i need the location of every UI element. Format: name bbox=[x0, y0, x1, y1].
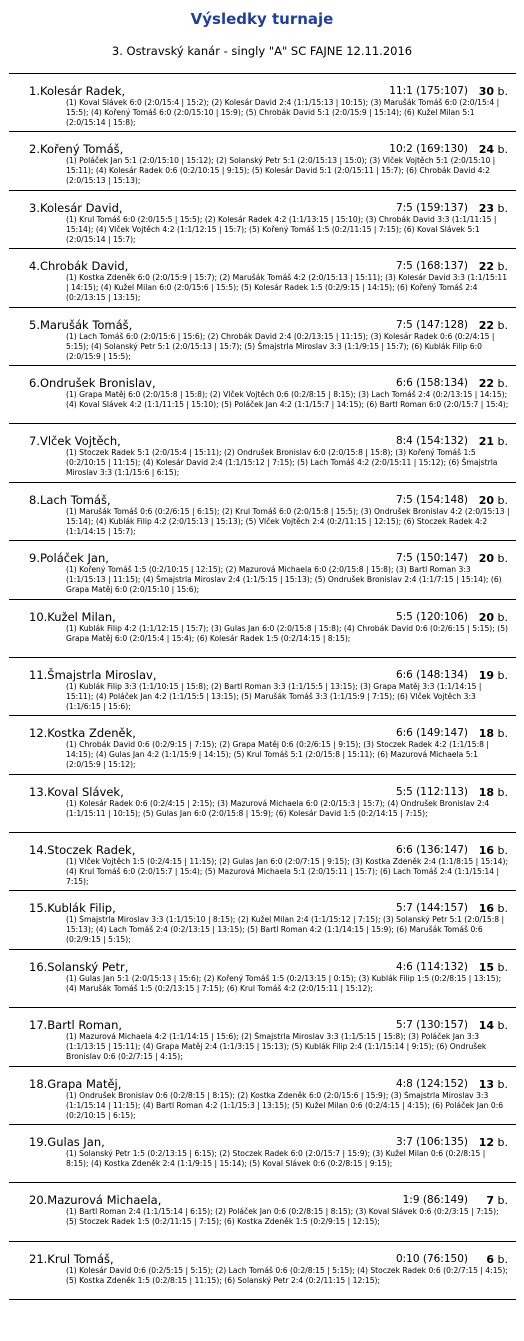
result-row bbox=[9, 191, 516, 249]
player-name: Kořený Tomáš, bbox=[39, 142, 124, 157]
points-value: 22 bbox=[478, 260, 495, 274]
player-score: 6:6 (136:147) bbox=[395, 844, 468, 857]
points-value: 20 bbox=[478, 610, 495, 624]
points-unit: b. bbox=[497, 143, 508, 157]
points-value: 14 bbox=[478, 1019, 495, 1033]
points-unit: b. bbox=[497, 493, 508, 507]
player-header bbox=[29, 785, 508, 800]
player-header bbox=[29, 901, 508, 916]
points-unit: b. bbox=[497, 376, 508, 390]
player-header bbox=[29, 434, 508, 449]
player-header bbox=[29, 610, 508, 625]
player-rank: 9. bbox=[29, 551, 40, 566]
player-header bbox=[29, 1077, 508, 1092]
points-value: 15 bbox=[478, 960, 495, 974]
player-points bbox=[479, 318, 508, 333]
player-name: Stoczek Radek, bbox=[47, 843, 136, 858]
player-name: Lach Tomáš, bbox=[39, 492, 111, 507]
player-rank: 1. bbox=[29, 84, 40, 98]
match-details: (1) Kublák Filip 3:3 (1:1/10:15 | 15:8); (2) Bartl Roman 3:3 (1:1/15:5 | 13:15); (3) Grapa Matěj 3:3 (1:1/14:15 | 15:11); (4) Poláček Jan 4:2 (1:1/15:5 | 13:15); (5) Marušák Tomáš 3:3 (1:1/15:9 | 7:15); (6) Vlček Vojtěch 3:3 (1:1/6:15 | 15:6); bbox=[66, 681, 482, 711]
player-score: 6:6 (148:134) bbox=[395, 668, 468, 681]
player-name: Kolesár Radek, bbox=[39, 84, 126, 98]
player-points bbox=[486, 1252, 508, 1267]
page-title: Výsledky turnaje bbox=[190, 10, 334, 28]
player-points bbox=[479, 726, 508, 741]
points-unit: b. bbox=[497, 960, 508, 974]
match-details: (1) Krul Tomáš 6:0 (2:0/15:5 | 15:5); (2) Kolesár Radek 4:2 (1:1/13:15 | 15:10); (3) Chrobák David 3:3 (1:1/11:15 | 15:14); (4) Vlček Vojtěch 4:2 (1:1/12:15 | 15:7); (5) Kořený Tomáš 1:5 (0:2/11:15 | 7:15); (6) Koval Slávek 5:1 (2:0/15:14 | 15:7); bbox=[66, 214, 497, 244]
player-name: Kostka Zdeněk, bbox=[47, 726, 136, 741]
result-row bbox=[9, 716, 516, 774]
result-row bbox=[9, 600, 516, 658]
player-score: 7:5 (150:147) bbox=[395, 552, 468, 565]
result-row bbox=[9, 74, 516, 132]
player-header bbox=[29, 142, 508, 157]
points-value: 20 bbox=[478, 493, 495, 507]
player-points bbox=[479, 960, 508, 975]
player-points bbox=[479, 1077, 508, 1092]
player-name: Solanský Petr, bbox=[47, 959, 129, 974]
result-row bbox=[9, 132, 516, 190]
match-details: (1) Poláček Jan 5:1 (2:0/15:10 | 15:12); (2) Solanský Petr 5:1 (2:0/15:13 | 15:0); (3) Vlček Vojtěch 5:1 (2:0/15:10 | 15:11); (4) Kolesár Radek 0:6 (0:2/10:15 | 9:15); (5) Kolesár David 5:1 (2:0/15:11 | 15:7); (6) Chrobák David 4:2 (2:0/15:13 | 15:13); bbox=[66, 156, 496, 186]
points-value: 16 bbox=[478, 844, 495, 858]
points-value: 20 bbox=[478, 552, 495, 566]
points-unit: b. bbox=[497, 260, 508, 274]
match-details: (1) Šmajstrla Miroslav 3:3 (1:1/15:10 | 8:15); (2) Kužel Milan 2:4 (1:1/15:12 | 7:15); (3) Solanský Petr 5:1 (2:0/15:8 | 15:13); (4) Lach Tomáš 2:4 (0:2/13:15 | 13:15); (5) Bartl Roman 4:2 (1:1/14:15 | 15:9); (6) Marušák Tomáš 0:6 (0:2/9:15 | 5:15); bbox=[66, 915, 505, 945]
player-score: 5:5 (112:113) bbox=[395, 785, 468, 798]
match-details: (1) Kolesár David 0:6 (0:2/5:15 | 5:15); (2) Lach Tomáš 0:6 (0:2/8:15 | 5:15); (4) Stoczek Radek 0:6 (0:2/7:15 | 4:15); (5) Kostka Zdeněk 1:5 (0:2/8:15 | 11:15); (6) Solanský Petr 2:4 (0:2/11:15 | 12:15); bbox=[66, 1265, 508, 1285]
points-unit: b. bbox=[497, 1019, 508, 1033]
tournament-subtitle: 3. Ostravský kanár - singly "A" SC FAJNE 12.11.2016 bbox=[111, 44, 413, 58]
points-unit: b. bbox=[497, 318, 508, 332]
player-name: Šmajstrla Miroslav, bbox=[47, 667, 157, 682]
player-name: Bartl Roman, bbox=[47, 1018, 123, 1033]
player-rank: 14. bbox=[29, 843, 48, 858]
player-name: Grapa Matěj, bbox=[47, 1076, 122, 1091]
points-value: 6 bbox=[486, 1252, 495, 1266]
player-score: 3:7 (106:135) bbox=[395, 1136, 468, 1149]
player-points bbox=[479, 610, 508, 625]
results-table bbox=[9, 73, 516, 1300]
match-details: (1) Lach Tomáš 6:0 (2:0/15:6 | 15:6); (2) Chrobák David 2:4 (0:2/13:15 | 11:15); (3) Kolesár Radek 0:6 (0:2/4:15 | 5:15); (4) Solanský Petr 5:1 (2:0/15:13 | 15:7); (5) Šmajstrla Miroslav 3:3 (1:1/9:15 | 15:7); (6) Kublák Filip 6:0 (2:0/15:9 | 15:5); bbox=[66, 331, 495, 361]
points-value: 23 bbox=[478, 201, 495, 215]
match-details: (1) Kostka Zdeněk 6:0 (2:0/15:9 | 15:7); (2) Marušák Tomáš 4:2 (2:0/15:13 | 15:11); (3) Kolesár David 3:3 (1:1/15:11 | 14:15); (4) Kužel Milan 6:0 (2:0/15:6 | 15:5); (5) Kolesár Radek 1:5 (0:2/9:15 | 14:15); (6) Kořený Tomáš 2:4 (0:2/13:15 | 13:15); bbox=[66, 273, 508, 303]
player-score: 11:1 (175:107) bbox=[389, 85, 468, 97]
player-name: Kolesár David, bbox=[39, 200, 123, 215]
player-name: Marušák Tomáš, bbox=[39, 317, 133, 332]
points-unit: b. bbox=[497, 1194, 508, 1208]
match-details: (1) Kublák Filip 4:2 (1:1/12:15 | 15:7); (3) Gulas Jan 6:0 (2:0/15:8 | 15:8); (4) Chrobák David 0:6 (0:2/6:15 | 5:15); (5) Grapa Matěj 6:0 (2:0/15:4 | 15:4); (6) Kolesár Radek 1:5 (0:2/14:15 | 8:15); bbox=[66, 623, 508, 643]
player-points bbox=[479, 259, 508, 274]
points-unit: b. bbox=[497, 1077, 508, 1091]
player-rank: 5. bbox=[29, 317, 40, 332]
player-score: 0:10 (76:150) bbox=[395, 1252, 468, 1265]
player-rank: 3. bbox=[29, 200, 40, 215]
player-name: Kublák Filip, bbox=[47, 901, 116, 916]
player-score: 7:5 (168:137) bbox=[395, 260, 468, 273]
result-row bbox=[9, 658, 516, 716]
result-row bbox=[9, 775, 516, 833]
player-header bbox=[29, 259, 508, 274]
points-unit: b. bbox=[497, 552, 508, 566]
match-details: (1) Koval Slávek 6:0 (2:0/15:4 | 15:2); (2) Kolesár David 2:4 (1:1/15:13 | 10:15); (3) Marušák Tomáš 6:0 (2:0/15:4 | 15:5); (4) Kořený Tomáš 6:0 (2:0/15:10 | 15:9); (5) Chrobák David 5:1 (2:0/15:9 | 15:14); (6) Kužel Milan 5:1 (2:0/15:14 | 15:8); bbox=[66, 98, 500, 127]
result-row bbox=[9, 308, 516, 366]
player-score: 5:7 (130:157) bbox=[395, 1019, 468, 1032]
player-rank: 20. bbox=[29, 1193, 48, 1208]
points-value: 19 bbox=[478, 668, 495, 682]
player-header bbox=[29, 1135, 508, 1150]
player-header bbox=[29, 1252, 508, 1267]
points-unit: b. bbox=[497, 844, 508, 858]
match-details: (1) Kořený Tomáš 1:5 (0:2/10:15 | 12:15); (2) Mazurová Michaela 6:0 (2:0/15:8 | 15:8); (3) Bartl Roman 3:3 (1:1/15:13 | 11:15); (4) Šmajstrla Miroslav 2:4 (1:1/5:15 | 15:13); (5) Ondrušek Bronislav 2:4 (1:1/7:15 | 15:14); (6) Grapa Matěj 6:0 (2:0/15:10 | 15:6); bbox=[66, 565, 502, 595]
player-score: 4:6 (114:132) bbox=[395, 960, 468, 973]
player-header bbox=[29, 84, 508, 99]
points-value: 18 bbox=[478, 727, 495, 741]
player-rank: 17. bbox=[29, 1018, 48, 1033]
player-score: 8:4 (154:132) bbox=[395, 435, 468, 448]
points-unit: b. bbox=[497, 85, 508, 98]
match-details: (1) Mazurová Michaela 4:2 (1:1/14:15 | 15:6); (2) Šmajstrla Miroslav 3:3 (1:1/5:15 | 15:8); (3) Poláček Jan 3:3 (1:1/13:15 | 15:11); (4) Grapa Matěj 2:4 (1:1/3:15 | 15:13); (5) Kublák Filip 2:4 (1:1/15:14 | 9:15); (6) Ondrušek Bronislav 0:6 (0:2/7:15 | 4:15); bbox=[66, 1032, 487, 1062]
player-points bbox=[479, 201, 508, 216]
player-header bbox=[29, 201, 508, 216]
match-details: (1) Kolesár Radek 0:6 (0:2/4:15 | 2:15); (3) Mazurová Michaela 6:0 (2:0/15:3 | 15:7); (4) Ondrušek Bronislav 2:4 (1:1/15:11 | 10:15); (5) Gulas Jan 6:0 (2:0/15:8 | 15:9); (6) Kolesár David 1:5 (0:2/14:15 | 7:15); bbox=[66, 798, 490, 818]
player-rank: 13. bbox=[29, 784, 48, 799]
player-points bbox=[479, 1135, 508, 1150]
player-rank: 8. bbox=[29, 492, 40, 507]
player-header bbox=[29, 551, 508, 566]
player-points bbox=[479, 434, 508, 449]
points-value: 16 bbox=[478, 902, 495, 916]
player-name: Poláček Jan, bbox=[39, 551, 109, 566]
match-details: (1) Grapa Matěj 6:0 (2:0/15:8 | 15:8); (2) Vlček Vojtěch 0:6 (0:2/8:15 | 8:15); (3) Lach Tomáš 2:4 (0:2/13:15 | 14:15); (4) Koval Slávek 4:2 (1:1/11:15 | 15:10); (5) Poláček Jan 4:2 (1:1/15:7 | 14:15); (6) Bartl Roman 6:0 (2:0/15:7 | 15:4); bbox=[66, 389, 509, 409]
player-points bbox=[479, 785, 508, 800]
points-unit: b. bbox=[497, 902, 508, 916]
points-unit: b. bbox=[497, 668, 508, 682]
match-details: (1) Gulas Jan 5:1 (2:0/15:13 | 15:6); (2) Kořený Tomáš 1:5 (0:2/13:15 | 0:15); (3) Kublák Filip 1:5 (0:2/8:15 | 13:15); (4) Marušák Tomáš 1:5 (0:2/13:15 | 7:15); (6) Krul Tomáš 4:2 (2:0/15:11 | 15:12); bbox=[66, 973, 502, 993]
points-unit: b. bbox=[497, 201, 508, 215]
player-points bbox=[479, 843, 508, 858]
points-unit: b. bbox=[497, 727, 508, 741]
player-rank: 15. bbox=[29, 901, 48, 916]
result-row bbox=[9, 424, 516, 482]
player-header bbox=[29, 960, 508, 975]
player-header bbox=[29, 1018, 508, 1033]
player-name: Vlček Vojtěch, bbox=[39, 434, 121, 449]
result-row bbox=[9, 1008, 516, 1066]
player-rank: 16. bbox=[29, 959, 48, 974]
player-name: Ondrušek Bronislav, bbox=[39, 375, 156, 390]
points-value: 13 bbox=[478, 1077, 495, 1091]
player-rank: 4. bbox=[29, 259, 40, 274]
result-row bbox=[9, 366, 516, 424]
player-score: 7:5 (159:137) bbox=[395, 201, 468, 214]
player-points bbox=[479, 142, 508, 157]
match-details: (1) Stoczek Radek 5:1 (2:0/15:4 | 15:11); (2) Ondrušek Bronislav 6:0 (2:0/15:8 | 15:8); (3) Kořený Tomáš 1:5 (0:2/10:15 | 11:15); (4) Kolesár David 2:4 (1:1/15:12 | 7:15); (5) Lach Tomáš 4:2 (2:0/15:11 | 15:12); (6) Šmajstrla Miroslav 3:3 (1:1/15:6 | 6:15); bbox=[66, 448, 498, 478]
player-name: Mazurová Michaela, bbox=[47, 1193, 162, 1208]
result-row bbox=[9, 1242, 516, 1300]
player-score: 6:6 (158:134) bbox=[395, 376, 468, 389]
result-row bbox=[9, 833, 516, 891]
points-value: 18 bbox=[478, 785, 495, 799]
player-points bbox=[479, 668, 508, 683]
points-value: 24 bbox=[478, 143, 495, 157]
player-rank: 19. bbox=[29, 1135, 48, 1150]
player-rank: 10. bbox=[29, 609, 48, 624]
match-details: (1) Bartl Roman 2:4 (1:1/15:14 | 6:15); (2) Poláček Jan 0:6 (0:2/8:15 | 8:15); (3) Koval Slávek 0:6 (0:2/3:15 | 7:15); (5) Stoczek Radek 1:5 (0:2/11:15 | 7:15); (6) Kostka Zdeněk 1:5 (0:2/9:15 | 12:15); bbox=[66, 1207, 499, 1227]
player-name: Chrobák David, bbox=[39, 259, 129, 274]
player-header bbox=[29, 318, 508, 333]
result-row bbox=[9, 891, 516, 949]
player-points bbox=[486, 1193, 508, 1208]
player-points bbox=[479, 376, 508, 391]
player-score: 7:5 (154:148) bbox=[395, 493, 468, 506]
player-score: 5:7 (144:157) bbox=[395, 902, 468, 915]
points-unit: b. bbox=[497, 435, 508, 449]
player-name: Krul Tomáš, bbox=[47, 1251, 114, 1266]
result-row bbox=[9, 1125, 516, 1183]
player-rank: 21. bbox=[29, 1251, 48, 1266]
result-row bbox=[9, 249, 516, 307]
player-rank: 7. bbox=[29, 434, 40, 449]
player-name: Gulas Jan, bbox=[47, 1135, 105, 1150]
player-rank: 6. bbox=[29, 375, 40, 390]
player-points bbox=[479, 901, 508, 916]
result-row bbox=[9, 541, 516, 599]
match-details: (1) Solanský Petr 1:5 (0:2/13:15 | 6:15); (2) Stoczek Radek 6:0 (2:0/15:7 | 15:9); (3) Kužel Milan 0:6 (0:2/8:15 | 8:15); (4) Kostka Zdeněk 2:4 (1:1/9:15 | 15:14); (5) Koval Slávek 0:6 (0:2/8:15 | 9:15); bbox=[66, 1149, 486, 1169]
player-rank: 12. bbox=[29, 726, 48, 741]
player-points bbox=[479, 1018, 508, 1033]
player-header bbox=[29, 376, 508, 391]
player-score: 1:9 (86:149) bbox=[402, 1194, 468, 1207]
result-row bbox=[9, 950, 516, 1008]
player-score: 5:5 (120:106) bbox=[395, 610, 468, 623]
result-row bbox=[9, 483, 516, 541]
points-unit: b. bbox=[497, 610, 508, 624]
points-value: 22 bbox=[478, 376, 495, 390]
player-points bbox=[479, 493, 508, 508]
player-header bbox=[29, 726, 508, 741]
player-points bbox=[479, 84, 508, 99]
player-points bbox=[479, 551, 508, 566]
player-header bbox=[29, 1193, 508, 1208]
match-details: (1) Chrobák David 0:6 (0:2/9:15 | 7:15); (2) Grapa Matěj 0:6 (0:2/6:15 | 9:15); (3) Stoczek Radek 4:2 (1:1/15:8 | 14:15); (4) Gulas Jan 4:2 (1:1/15:9 | 14:15); (5) Krul Tomáš 5:1 (2:0/15:8 | 15:11); (6) Mazurová Michaela 5:1 (2:0/15:9 | 15:12); bbox=[66, 740, 489, 770]
player-name: Kužel Milan, bbox=[47, 609, 116, 624]
player-header bbox=[29, 843, 508, 858]
points-value: 21 bbox=[478, 435, 495, 449]
match-details: (1) Vlček Vojtěch 1:5 (0:2/4:15 | 11:15); (2) Gulas Jan 6:0 (2:0/7:15 | 9:15); (3) Kostka Zdeněk 2:4 (1:1/8:15 | 15:14); (4) Krul Tomáš 6:0 (2:0/15:7 | 15:4); (5) Mazurová Michaela 5:1 (2:0/15:11 | 15:7); (6) Lach Tomáš 2:4 (1:1/15:14 | 7:15); bbox=[66, 857, 508, 887]
player-name: Koval Slávek, bbox=[47, 784, 124, 799]
player-score: 10:2 (169:130) bbox=[389, 143, 468, 156]
points-value: 7 bbox=[486, 1194, 495, 1208]
player-header bbox=[29, 493, 508, 508]
points-unit: b. bbox=[497, 1252, 508, 1266]
points-unit: b. bbox=[497, 1136, 508, 1150]
player-score: 6:6 (149:147) bbox=[395, 727, 468, 740]
points-value: 22 bbox=[478, 318, 495, 332]
points-value: 12 bbox=[478, 1136, 495, 1150]
match-details: (1) Marušák Tomáš 0:6 (0:2/6:15 | 6:15); (2) Krul Tomáš 6:0 (2:0/15:8 | 15:5); (3) Ondrušek Bronislav 4:2 (2:0/15:13 | 15:14); (4) Kublák Filip 4:2 (2:0/15:13 | 15:13); (5) Vlček Vojtěch 2:4 (0:2/11:15 | 12:15); (6) Stoczek Radek 4:2 (1:1/14:15 | 15:7); bbox=[66, 506, 510, 536]
result-row bbox=[9, 1183, 516, 1241]
points-unit: b. bbox=[497, 785, 508, 799]
player-rank: 11. bbox=[29, 667, 48, 682]
player-rank: 2. bbox=[29, 142, 40, 157]
player-score: 4:8 (124:152) bbox=[395, 1077, 468, 1090]
player-rank: 18. bbox=[29, 1076, 48, 1091]
result-row bbox=[9, 1067, 516, 1125]
player-score: 7:5 (147:128) bbox=[395, 318, 468, 331]
points-value: 30 bbox=[478, 85, 495, 98]
match-details: (1) Ondrušek Bronislav 0:6 (0:2/8:15 | 8:15); (2) Kostka Zdeněk 6:0 (2:0/15:6 | 15:9); (3) Šmajstrla Miroslav 3:3 (1:1/15:14 | 11:15); (4) Bartl Roman 4:2 (1:1/15:3 | 13:15); (5) Kužel Milan 0:6 (0:2/4:15 | 4:15); (6) Poláček Jan 0:6 (0:2/10:15 | 6:15); bbox=[66, 1090, 504, 1120]
player-header bbox=[29, 668, 508, 683]
